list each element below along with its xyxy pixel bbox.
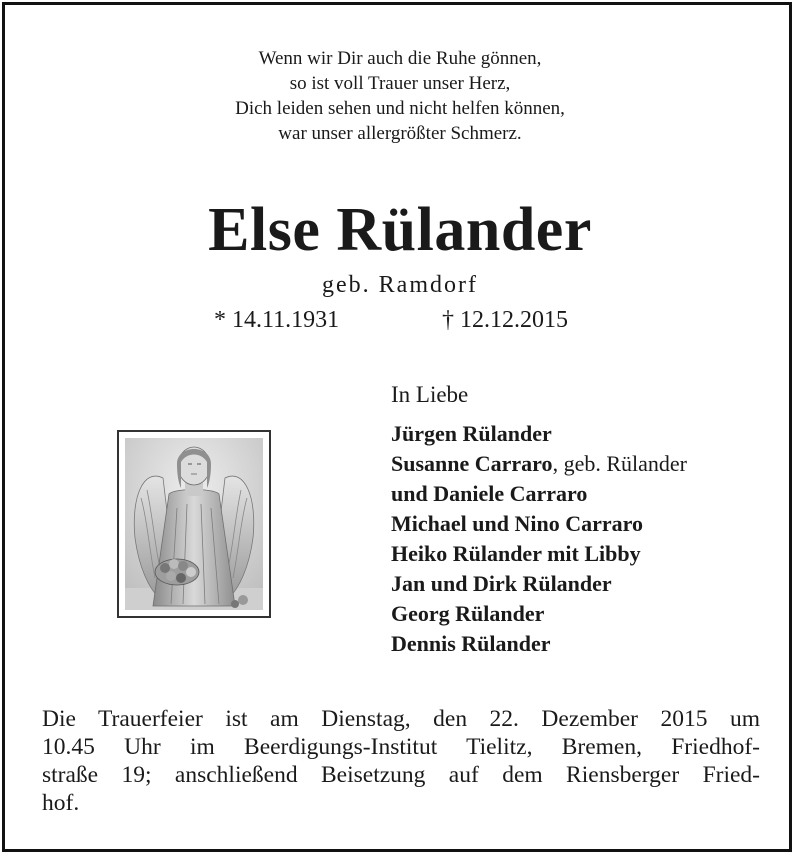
list-item: Dennis Rülander <box>391 631 551 656</box>
birth-date: * 14.11.1931 <box>214 307 340 333</box>
poem-line: so ist voll Trauer unser Herz, <box>289 73 511 94</box>
poem-line: Wenn wir Dir auch die Ruhe gönnen, <box>258 48 542 69</box>
list-item: Susanne Carraro, geb. Rülander <box>391 451 687 476</box>
list-item: Georg Rülander <box>391 601 545 626</box>
poem-line: Dich leiden sehen und nicht helfen können, <box>235 98 565 119</box>
ceremony-line: Die Trauerfeier ist am Dienstag, den 22. Dezember 2015 um <box>42 706 760 732</box>
mourners-intro: In Liebe <box>391 382 469 407</box>
mourners-list <box>391 419 687 659</box>
maiden-name: geb. Ramdorf <box>322 272 478 298</box>
list-item: und Daniele Carraro <box>391 481 588 506</box>
ceremony-line: straße 19; anschließend Beisetzung auf dem Riensberger Fried- <box>42 762 760 788</box>
list-item: Jan und Dirk Rülander <box>391 571 612 596</box>
angel-photo <box>117 430 271 618</box>
poem-line: war unser allergrößter Schmerz. <box>278 123 522 144</box>
list-item: Michael und Nino Carraro <box>391 511 643 536</box>
ceremony-line: 10.45 Uhr im Beerdigungs-Institut Tielitz, Bremen, Friedhof- <box>42 734 760 760</box>
ceremony-line: hof. <box>42 790 80 816</box>
list-item: Jürgen Rülander <box>391 421 552 446</box>
deceased-name: Else Rülander <box>208 196 592 264</box>
ceremony-details <box>42 705 760 817</box>
list-item: Heiko Rülander mit Libby <box>391 541 641 566</box>
poem <box>0 46 800 146</box>
death-date: † 12.12.2015 <box>442 307 568 333</box>
angel-statue-icon <box>125 438 263 610</box>
